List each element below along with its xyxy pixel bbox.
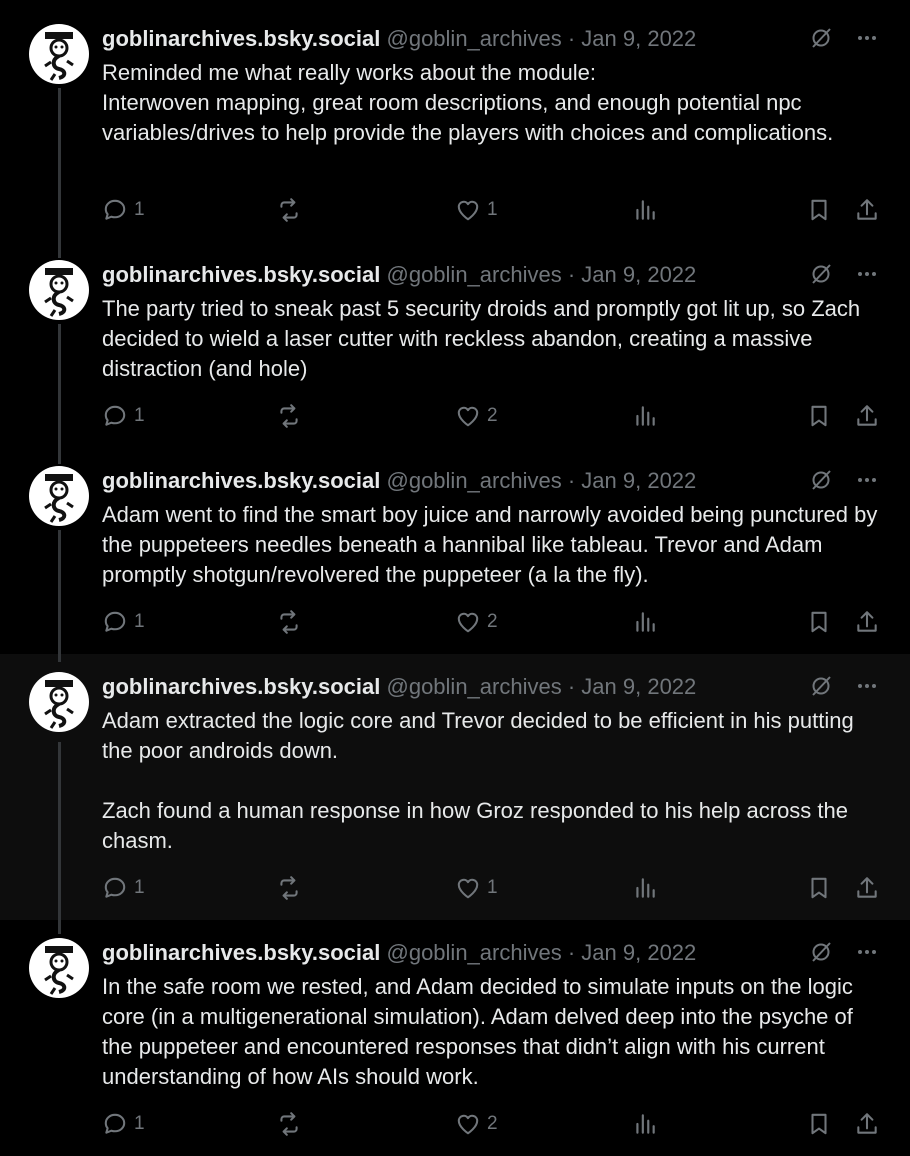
- reply-count: 1: [134, 405, 145, 426]
- bookmark-button[interactable]: [806, 401, 832, 431]
- share-button[interactable]: [854, 1109, 880, 1139]
- repost-button[interactable]: [276, 607, 308, 637]
- post-header: [102, 260, 696, 290]
- grok-icon[interactable]: [808, 25, 834, 51]
- post-date[interactable]: Jan 9, 2022: [581, 940, 697, 965]
- goblin-avatar-icon: [29, 938, 89, 998]
- reply-button[interactable]: [102, 401, 145, 431]
- views-button[interactable]: [632, 401, 658, 431]
- bookmark-icon: [806, 609, 832, 635]
- repost-icon: [276, 609, 302, 635]
- grok-icon[interactable]: [808, 467, 834, 493]
- avatar[interactable]: [29, 260, 89, 320]
- views-icon: [632, 1111, 658, 1137]
- post-actions: [102, 401, 892, 431]
- post-text: Adam extracted the logic core and Trevor decided to be efficient in his putting the poor androids down. Zach found a human response in how Groz responded to his help across the chasm.: [102, 708, 854, 853]
- bookmark-button[interactable]: [806, 607, 832, 637]
- display-name[interactable]: goblinarchives.bsky.social: [102, 468, 381, 493]
- bookmark-button[interactable]: [806, 1109, 832, 1139]
- heart-icon: [455, 403, 481, 429]
- bookmark-icon: [806, 403, 832, 429]
- share-icon: [854, 1111, 880, 1137]
- heart-icon: [455, 609, 481, 635]
- views-icon: [632, 609, 658, 635]
- avatar[interactable]: [29, 672, 89, 732]
- handle[interactable]: @goblin_archives: [386, 940, 562, 965]
- like-count: 1: [487, 199, 498, 220]
- post-header: [102, 938, 696, 968]
- post-header: [102, 24, 696, 54]
- bookmark-button[interactable]: [806, 195, 832, 225]
- post-date[interactable]: Jan 9, 2022: [581, 468, 697, 493]
- share-button[interactable]: [854, 401, 880, 431]
- display-name[interactable]: goblinarchives.bsky.social: [102, 940, 381, 965]
- reply-icon: [102, 875, 128, 901]
- goblin-avatar-icon: [29, 260, 89, 320]
- post-text: Adam went to find the smart boy juice and narrowly avoided being punctured by the puppeteers needles beneath a hannibal like tableau. Trevor and Adam promptly shotgun/revolvered the puppeteer (a la the fly).: [102, 502, 878, 587]
- reply-icon: [102, 197, 128, 223]
- grok-icon[interactable]: [808, 939, 834, 965]
- post[interactable]: [0, 0, 910, 242]
- goblin-avatar-icon: [29, 24, 89, 84]
- thread-line: [58, 742, 61, 920]
- like-count: 2: [487, 405, 498, 426]
- post[interactable]: [0, 920, 910, 1156]
- views-icon: [632, 403, 658, 429]
- post-actions: [102, 195, 892, 225]
- more-options-icon[interactable]: [854, 673, 880, 699]
- post-top-icons: [808, 673, 880, 699]
- more-options-icon[interactable]: [854, 467, 880, 493]
- more-options-icon[interactable]: [854, 25, 880, 51]
- avatar[interactable]: [29, 938, 89, 998]
- post-top-icons: [808, 261, 880, 287]
- post[interactable]: [0, 236, 910, 442]
- bookmark-icon: [806, 197, 832, 223]
- avatar[interactable]: [29, 24, 89, 84]
- separator: ·: [567, 674, 576, 699]
- goblin-avatar-icon: [29, 672, 89, 732]
- post-header: [102, 466, 696, 496]
- handle[interactable]: @goblin_archives: [386, 26, 562, 51]
- more-options-icon[interactable]: [854, 261, 880, 287]
- post-top-icons: [808, 467, 880, 493]
- share-button[interactable]: [854, 607, 880, 637]
- reply-button[interactable]: [102, 873, 145, 903]
- separator: ·: [567, 26, 576, 51]
- handle[interactable]: @goblin_archives: [386, 262, 562, 287]
- like-button[interactable]: [455, 195, 498, 225]
- post-actions: [102, 1109, 892, 1139]
- thread-line: [58, 648, 61, 662]
- post-date[interactable]: Jan 9, 2022: [581, 26, 697, 51]
- post-date[interactable]: Jan 9, 2022: [581, 674, 697, 699]
- reply-count: 1: [134, 199, 145, 220]
- more-options-icon[interactable]: [854, 939, 880, 965]
- share-icon: [854, 403, 880, 429]
- share-button[interactable]: [854, 873, 880, 903]
- repost-button[interactable]: [276, 401, 308, 431]
- views-button[interactable]: [632, 1109, 658, 1139]
- reply-button[interactable]: [102, 1109, 145, 1139]
- reply-icon: [102, 609, 128, 635]
- goblin-avatar-icon: [29, 466, 89, 526]
- post-text: Reminded me what really works about the module: Interwoven mapping, great room descriptions, and enough potential npc variables/drives to help provide the players with choices and complications.: [102, 60, 834, 145]
- bookmark-icon: [806, 1111, 832, 1137]
- reply-count: 1: [134, 1113, 145, 1134]
- views-icon: [632, 197, 658, 223]
- share-button[interactable]: [854, 195, 880, 225]
- share-icon: [854, 197, 880, 223]
- post-top-icons: [808, 939, 880, 965]
- views-icon: [632, 875, 658, 901]
- handle[interactable]: @goblin_archives: [386, 674, 562, 699]
- separator: ·: [567, 468, 576, 493]
- repost-icon: [276, 197, 302, 223]
- repost-icon: [276, 1111, 302, 1137]
- grok-icon[interactable]: [808, 673, 834, 699]
- views-button[interactable]: [632, 195, 658, 225]
- repost-button[interactable]: [276, 195, 308, 225]
- like-count: 2: [487, 1113, 498, 1134]
- reply-button[interactable]: [102, 607, 145, 637]
- heart-icon: [455, 1111, 481, 1137]
- heart-icon: [455, 197, 481, 223]
- like-button[interactable]: [455, 607, 498, 637]
- reply-count: 1: [134, 611, 145, 632]
- repost-button[interactable]: [276, 873, 308, 903]
- reply-count: 1: [134, 877, 145, 898]
- post[interactable]: [0, 442, 910, 654]
- thread-line: [58, 920, 61, 934]
- like-button[interactable]: [455, 1109, 498, 1139]
- heart-icon: [455, 875, 481, 901]
- display-name[interactable]: goblinarchives.bsky.social: [102, 26, 381, 51]
- avatar[interactable]: [29, 466, 89, 526]
- reply-icon: [102, 1111, 128, 1137]
- views-button[interactable]: [632, 607, 658, 637]
- reply-button[interactable]: [102, 195, 145, 225]
- grok-icon[interactable]: [808, 261, 834, 287]
- post-top-icons: [808, 25, 880, 51]
- like-count: 1: [487, 877, 498, 898]
- repost-icon: [276, 875, 302, 901]
- post-highlighted[interactable]: [0, 654, 910, 920]
- like-count: 2: [487, 611, 498, 632]
- repost-icon: [276, 403, 302, 429]
- reply-icon: [102, 403, 128, 429]
- separator: ·: [567, 262, 576, 287]
- share-icon: [854, 609, 880, 635]
- separator: ·: [567, 940, 576, 965]
- share-icon: [854, 875, 880, 901]
- like-button[interactable]: [455, 401, 498, 431]
- post-header: [102, 672, 696, 702]
- views-button[interactable]: [632, 873, 658, 903]
- post-date[interactable]: Jan 9, 2022: [581, 262, 697, 287]
- display-name[interactable]: goblinarchives.bsky.social: [102, 262, 381, 287]
- post-text: In the safe room we rested, and Adam decided to simulate inputs on the logic core (in a multigenerational simulation). Adam delved deep into the psyche of the puppeteer and encountered responses that didn’t align with his current understanding of how AIs should work.: [102, 974, 853, 1089]
- handle[interactable]: @goblin_archives: [386, 468, 562, 493]
- like-button[interactable]: [455, 873, 498, 903]
- post-text: The party tried to sneak past 5 security droids and promptly got lit up, so Zach decided to wield a laser cutter with reckless abandon, creating a massive distraction (and hole): [102, 296, 861, 381]
- post-actions: [102, 873, 892, 903]
- post-actions: [102, 607, 892, 637]
- bookmark-icon: [806, 875, 832, 901]
- display-name[interactable]: goblinarchives.bsky.social: [102, 674, 381, 699]
- repost-button[interactable]: [276, 1109, 308, 1139]
- bookmark-button[interactable]: [806, 873, 832, 903]
